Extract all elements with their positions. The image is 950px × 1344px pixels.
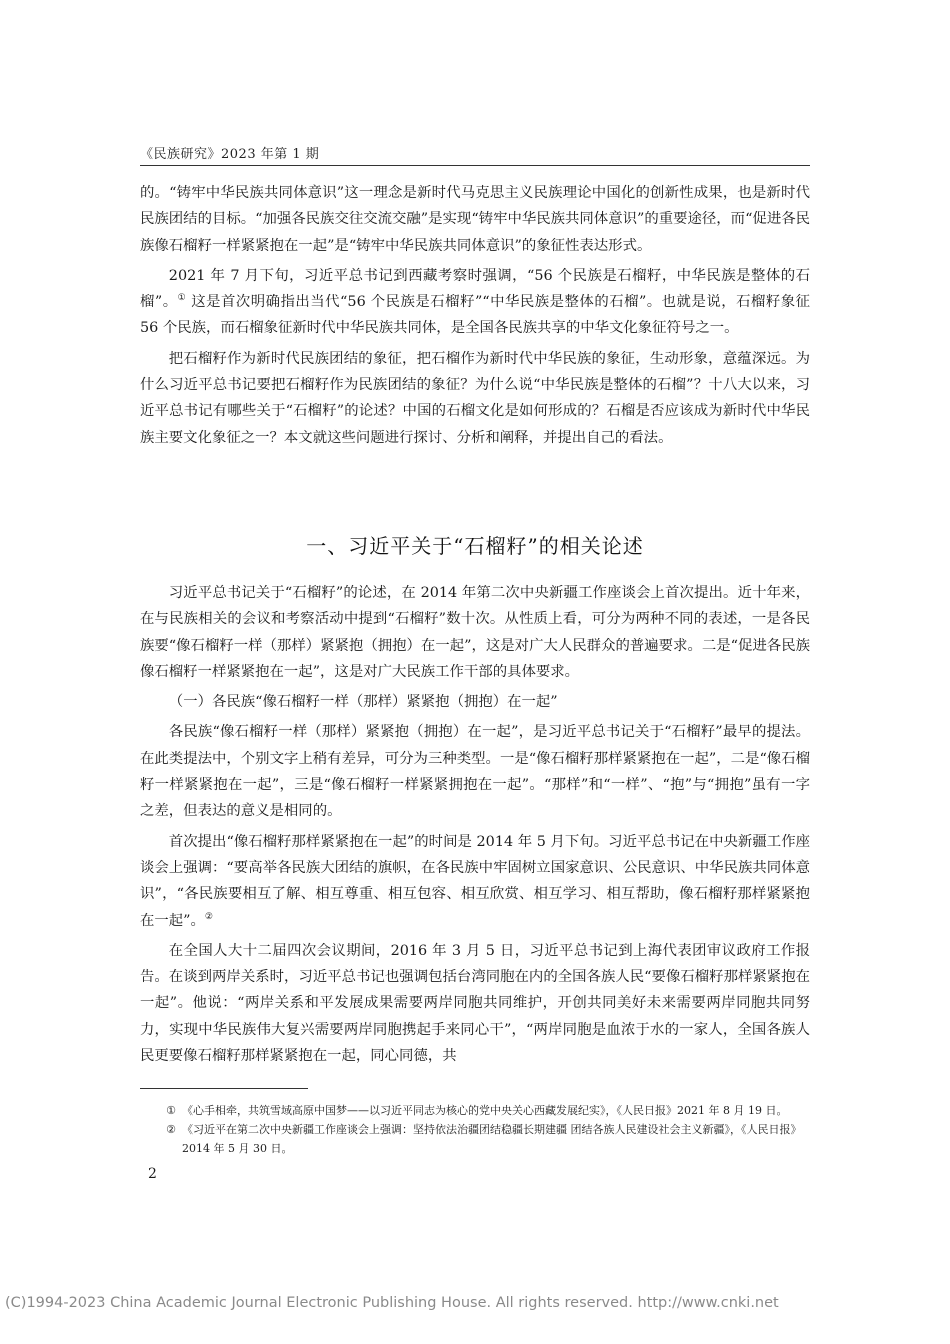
copyright-watermark: (C)1994-2023 China Academic Journal Electronic Publishing House. All rights reserved. http://www.cnki.net: [5, 1295, 779, 1311]
paragraph: [140, 829, 810, 934]
footnote-text: 《心手相牵，共筑雪域高原中国梦——以习近平同志为核心的党中央关心西藏发展纪实》，《人民日报》2021 年 8 月 19 日。: [182, 1104, 788, 1117]
paragraph: 的。“铸牢中华民族共同体意识”这一理念是新时代马克思主义民族理论中国化的创新性成果，也是新时代民族团结的目标。“加强各民族交往交流交融”是实现“铸牢中华民族共同体意识”的重要途径，而“促进各民族像石榴籽一样紧紧抱在一起”是“铸牢中华民族共同体意识”的象征性表达形式。: [140, 185, 810, 254]
footnotes: [140, 1101, 810, 1158]
paragraph: 在全国人大十二届四次会议期间，2016 年 3 月 5 日，习近平总书记到上海代表团审议政府工作报告。在谈到两岸关系时，习近平总书记也强调包括台湾同胞在内的全国各族人民“要像石榴籽那样紧紧抱在一起”。他说：“两岸关系和平发展成果需要两岸同胞共同维护，开创共同美好未来需要两岸同胞共同努力，实现中华民族伟大复兴需要两岸同胞携起手来同心干”，“两岸同胞是血浓于水的一家人，全国各族人民更要像石榴籽那样紧紧抱在一起，同心同德，共: [140, 942, 810, 1065]
header-rule: [140, 165, 810, 166]
paragraph: 把石榴籽作为新时代民族团结的象征，把石榴作为新时代中华民族的象征，生动形象，意蕴深远。为什么习近平总书记要把石榴籽作为民族团结的象征？为什么说“中华民族是整体的石榴”？十八大以来，习近平总书记有哪些关于“石榴籽”的论述？中国的石榴文化是如何形成的？石榴是否应该成为新时代中华民族主要文化象征之一？本文就这些问题进行探讨、分析和阐释，并提出自己的看法。: [140, 350, 810, 446]
footnote: [140, 1101, 810, 1120]
section-text: [140, 580, 810, 1069]
subsection-heading: （一）各民族“像石榴籽一样（那样）紧紧抱（拥抱）在一起”: [168, 694, 558, 711]
page-number: 2: [148, 1166, 157, 1182]
footnote: [140, 1120, 810, 1158]
paragraph: 习近平总书记关于“石榴籽”的论述，在 2014 年第二次中央新疆工作座谈会上首次提出。近十年来，在与民族相关的会议和考察活动中提到“石榴籽”数十次。从性质上看，可分为两种不同的表述，一是各民族要“像石榴籽一样（那样）紧紧抱（拥抱）在一起”，这是对广大人民群众的普遍要求。二是“促进各民族像石榴籽一样紧紧抱在一起”，这是对广大民族工作干部的具体要求。: [140, 585, 810, 680]
footnote-mark: ①: [166, 1104, 176, 1117]
paragraph: [140, 263, 810, 342]
footnote-mark: ②: [166, 1123, 176, 1136]
paragraph-text: 首次提出“像石榴籽那样紧紧抱在一起”的时间是 2014 年 5 月下旬。习近平总书记在中央新疆工作座谈会上强调：“要高举各民族大团结的旗帜，在各民族中牢固树立国家意识、公民意识、中华民族共同体意识”，“各民族要相互了解、相互尊重、相互包容、相互欣赏、相互学习、相互帮助，像石榴籽那样紧紧抱在一起”。: [140, 833, 810, 929]
footnote-ref[interactable]: ①: [177, 293, 187, 304]
section-heading: 一、习近平关于“石榴籽”的相关论述: [306, 534, 644, 558]
paragraph: 各民族“像石榴籽一样（那样）紧紧抱（拥抱）在一起”，是习近平总书记关于“石榴籽”最早的提法。在此类提法中，个别文字上稍有差异，可分为三种类型。一是“像石榴籽那样紧紧抱在一起”，二是“像石榴籽一样紧紧抱在一起”，三是“像石榴籽一样紧紧拥抱在一起”。“那样”和“一样”、“抱”与“拥抱”虽有一字之差，但表达的意义是相同的。: [140, 724, 810, 820]
footnote-text: 《习近平在第二次中央新疆工作座谈会上强调：坚持依法治疆团结稳疆长期建疆 团结各族人民建设社会主义新疆》，《人民日报》2014 年 5 月 30 日。: [182, 1123, 802, 1155]
running-header: 《民族研究》2023 年第 1 期: [140, 147, 320, 162]
footnote-ref[interactable]: ②: [204, 911, 213, 922]
paragraph-text: 这是首次明确指出当代“56 个民族是石榴籽”“中华民族是整体的石榴”。也就是说，石榴籽象征 56 个民族，而石榴象征新时代中华民族共同体，是全国各民族共享的中华文化象征符号之一。: [140, 294, 810, 337]
footnote-rule: [140, 1088, 308, 1089]
paragraph-text: 2021 年 7 月下旬，习近平总书记到西藏考察时强调，“56 个民族是石榴籽，中华民族是整体的石榴”。: [140, 267, 810, 311]
intro-text: [140, 180, 810, 451]
